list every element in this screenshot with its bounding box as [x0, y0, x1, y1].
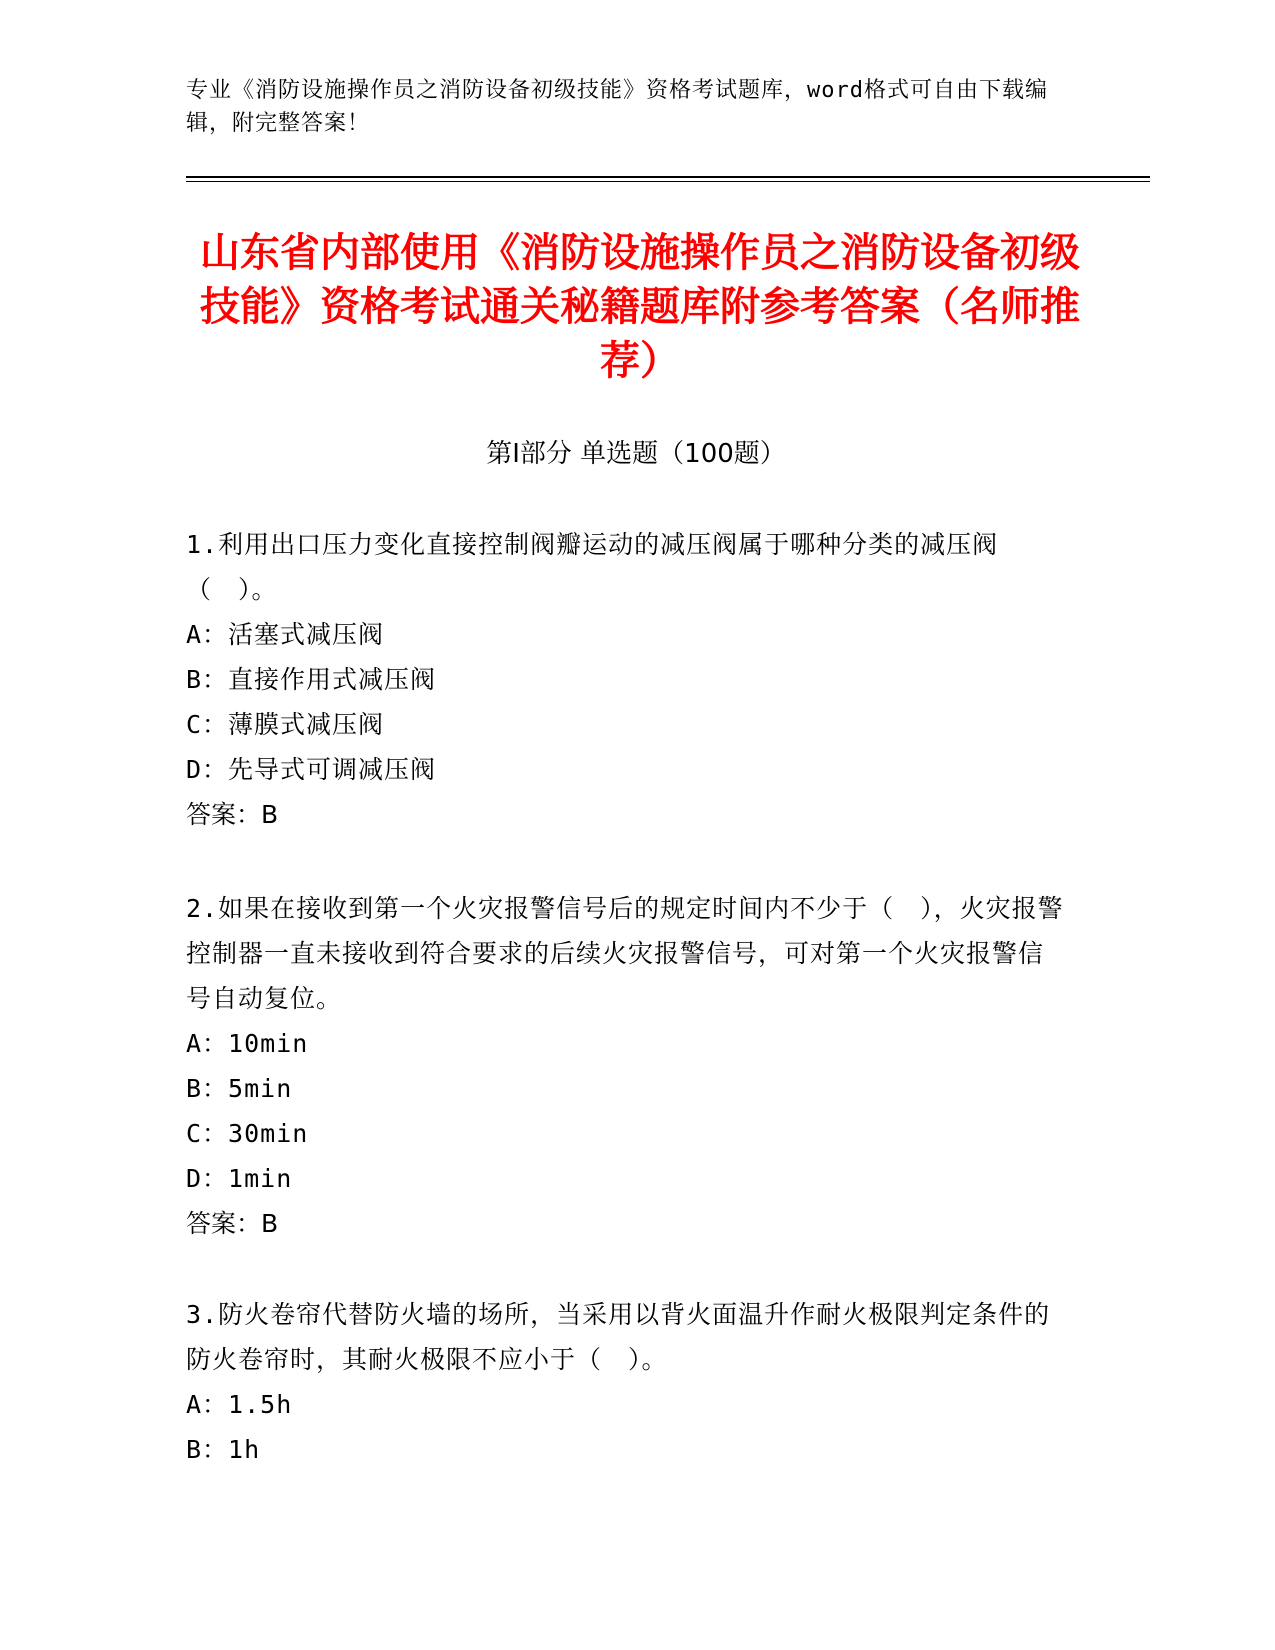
header-divider-thin: [186, 181, 1150, 182]
option-b: B：1h: [186, 1435, 261, 1464]
question-stem: 2.如果在接收到第一个火灾报警信号后的规定时间内不少于（ ），火灾报警控制器一直未接收到符合要求的后续火灾报警信号，可对第一个火灾报警信号自动复位。: [186, 894, 1064, 1013]
option-c: C：薄膜式减压阀: [186, 710, 385, 739]
section-heading: 第Ⅰ部分 单选题（100题）: [486, 439, 786, 469]
header-note: 专业《消防设施操作员之消防设备初级技能》资格考试题库，word格式可自由下载编辑，附完整答案！: [186, 78, 1048, 136]
question-stem: 3.防火卷帘代替防火墙的场所，当采用以背火面温升作耐火极限判定条件的防火卷帘时，其耐火极限不应小于（ ）。: [186, 1300, 1051, 1374]
option-d: D：先导式可调减压阀: [186, 755, 437, 784]
question-stem: 1.利用出口压力变化直接控制阀瓣运动的减压阀属于哪种分类的减压阀（ ）。: [186, 530, 999, 604]
option-d: D：1min: [186, 1164, 293, 1193]
option-b: B：直接作用式减压阀: [186, 665, 437, 694]
document-title: 山东省内部使用《消防设施操作员之消防设备初级技能》资格考试通关秘籍题库附参考答案（名师推荐）: [200, 230, 1080, 384]
answer-line: 答案：B: [186, 800, 279, 829]
answer-line: 答案：B: [186, 1209, 279, 1238]
question-3: [186, 1292, 1066, 1472]
option-a: A：活塞式减压阀: [186, 620, 385, 649]
option-a: A：1.5h: [186, 1390, 293, 1419]
question-2: [186, 886, 1066, 1246]
option-c: C：30min: [186, 1119, 309, 1148]
header-divider-thick: [186, 176, 1150, 178]
option-a: A：10min: [186, 1029, 309, 1058]
option-b: B：5min: [186, 1074, 293, 1103]
question-1: [186, 522, 1066, 837]
